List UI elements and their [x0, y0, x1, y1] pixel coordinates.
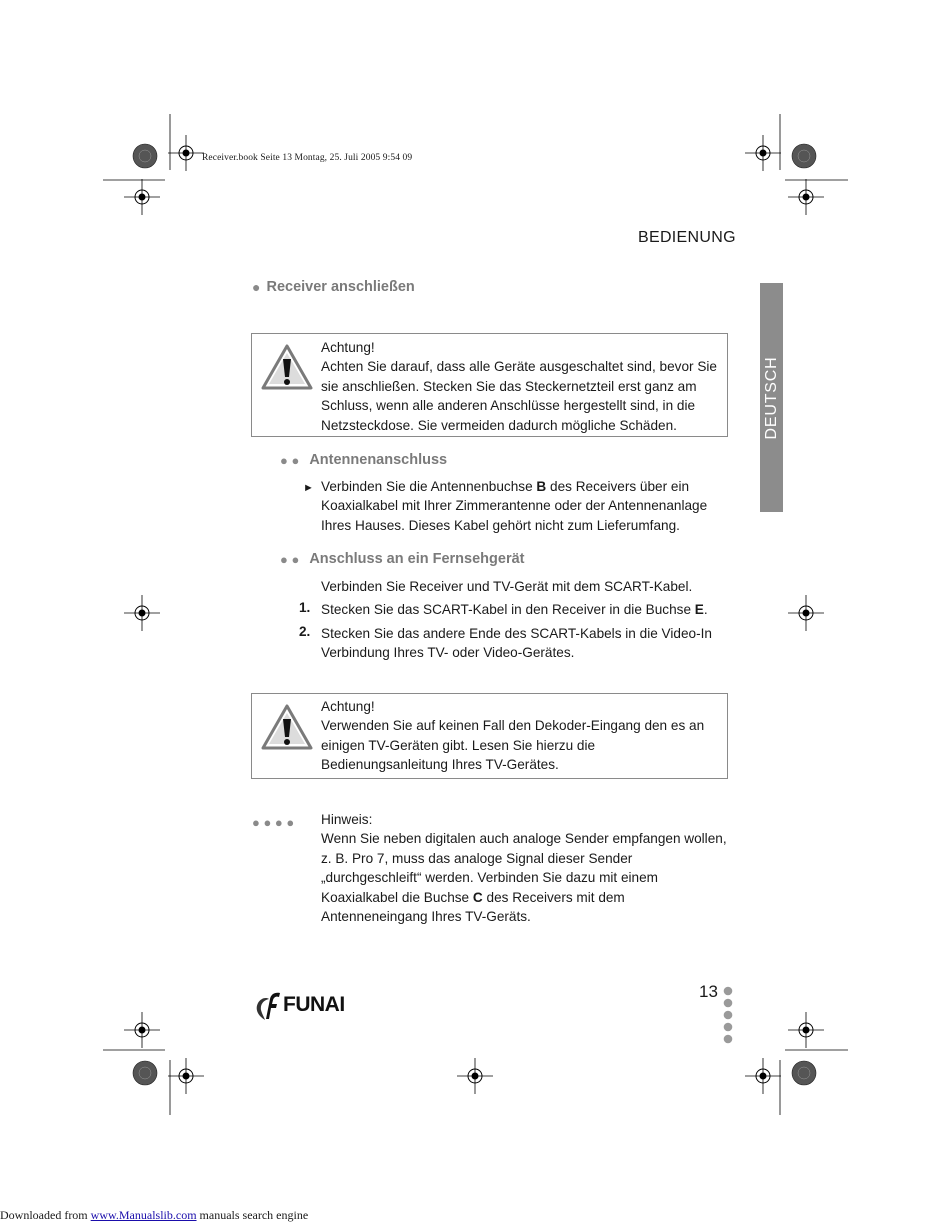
- section-title: BEDIENUNG: [638, 229, 736, 246]
- tv-title: Anschluss an ein Fernsehgerät: [309, 551, 525, 567]
- tv-intro: Verbinden Sie Receiver und TV-Gerät mit dem SCART-Kabel.: [321, 579, 693, 594]
- logo-text: FUNAI: [283, 993, 345, 1016]
- warning-box: [251, 333, 728, 437]
- heading-bullet: ●: [252, 279, 261, 295]
- page-title: Receiver anschließen: [266, 279, 415, 295]
- page-number: 13: [699, 982, 718, 1001]
- warning-text: Achten Sie darauf, dass alle Geräte ausgeschaltet sind, bevor Sie sie anschließen. Stecken Sie das Steckernetzteil erst ganz am Schluss, wenn alle anderen Anschlüsse hergestellt sind, in die Netzsteckdose. Sie vermeiden dadurch mögliche Schäden.: [321, 359, 717, 433]
- language-tab-label: DEUTSCH: [762, 356, 780, 439]
- tv-heading: [280, 551, 524, 567]
- warning-box: [251, 693, 728, 779]
- download-footer: Downloaded from www.Manualslib.com manuals search engine: [0, 1208, 309, 1222]
- note-text: Wenn Sie neben digitalen auch analoge Sender empfangen wollen, z. B. Pro 7, muss das analoge Signal dieser Sender „durchgeschleift“ werden. Verbinden Sie dazu mit einem Koaxialkabel die Buchse C des Receivers mit dem Antenneneingang Ihres TV-Geräts.: [321, 831, 727, 925]
- page-dots-icon: [722, 986, 734, 1046]
- warning-title: Achtung!: [321, 699, 375, 714]
- heading-bullets: ● ●: [280, 551, 300, 567]
- antenna-title: Antennenanschluss: [309, 452, 448, 468]
- antenna-instruction: Verbinden Sie die Antennenbuchse B des Receivers über ein Koaxialkabel mit Ihrer Zimmerantenne oder der Antennenanlage Ihres Hauses. Dieses Kabel gehört nicht zum Lieferumfang.: [321, 479, 708, 533]
- step-number: 1.: [299, 600, 311, 615]
- note-bullets: ● ● ● ●: [252, 815, 295, 830]
- funai-logo-icon: [252, 991, 284, 1021]
- page-heading: [252, 279, 415, 295]
- manualslib-link[interactable]: www.Manualslib.com: [90, 1208, 197, 1222]
- warning-title: Achtung!: [321, 340, 375, 355]
- warning-triangle-icon: [261, 704, 313, 750]
- warning-triangle-icon: [261, 344, 313, 390]
- step-number: 2.: [299, 624, 311, 639]
- step-text: Stecken Sie das SCART-Kabel in den Receiver in die Buchse E.: [321, 602, 708, 617]
- step-text: Stecken Sie das andere Ende des SCART-Kabels in die Video-In Verbindung Ihres TV- oder Video-Gerätes.: [321, 626, 712, 661]
- warning-text: Verwenden Sie auf keinen Fall den Dekoder-Eingang den es an einigen TV-Geräten gibt. Lesen Sie hierzu die Bedienungsanleitung Ihres TV-Gerätes.: [321, 718, 705, 773]
- heading-bullets: ● ●: [280, 452, 300, 468]
- book-info: Receiver.book Seite 13 Montag, 25. Juli 2005 9:54 09: [202, 153, 413, 163]
- note: [321, 810, 727, 926]
- antenna-heading: [280, 452, 447, 468]
- language-tab: [760, 283, 783, 512]
- note-title: Hinweis:: [321, 812, 373, 827]
- funai-logo: [252, 991, 352, 1021]
- arrow-bullet-icon: ►: [303, 482, 314, 494]
